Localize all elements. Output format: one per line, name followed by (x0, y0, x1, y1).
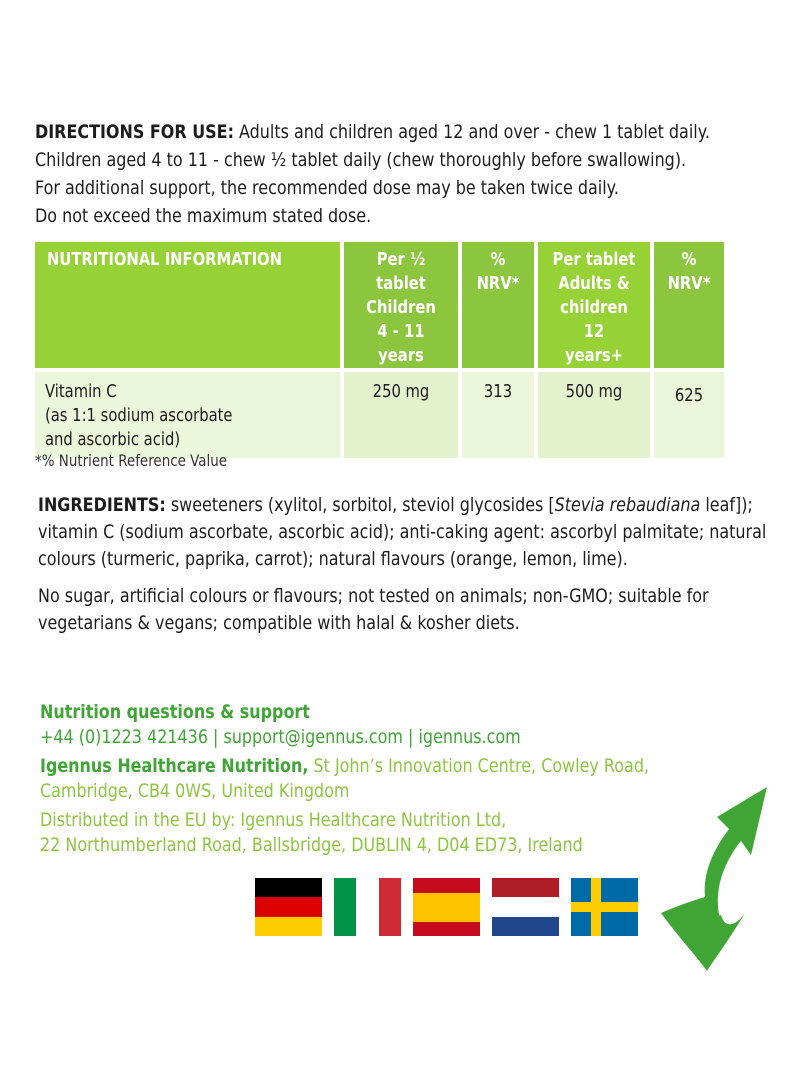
ingredients-text-italic: Stevia rebaudiana (554, 494, 701, 516)
dietary-claims: No sugar, artificial colours or flavours; not tested on animals; non-GMO; suitable for vegetarians & vegans; compatible with halal & kosher diets. (38, 585, 709, 634)
spain-flag (413, 878, 480, 936)
directions-for-use (35, 118, 795, 230)
vitamin-c-child-nrv: 313 (462, 372, 534, 458)
ingredients-text-b: leaf]); vitamin C (sodium ascorbate, ascorbic acid); anti-caking agent: ascorbyl palmitate; natural colours (turmeric, paprika, carrot); natural flavours (orange, lemon, lime). (38, 494, 767, 570)
company-address (40, 754, 796, 779)
nrv-footnote: *% Nutrient Reference Value (35, 451, 228, 470)
header-nrv-children: % NRV* (462, 242, 534, 368)
header-nrv-adults: % NRV* (654, 242, 724, 368)
table-header-row (35, 242, 724, 368)
netherlands-flag (492, 878, 559, 936)
address-line-b: Cambridge, CB4 0WS, United Kingdom (40, 780, 350, 802)
ingredients-section (38, 492, 777, 647)
ingredients-paragraph (38, 492, 777, 573)
header-per-tablet: Per tablet Adults & children 12 years+ (538, 242, 650, 368)
address-line-a: St John’s Innovation Centre, Cowley Road, (308, 755, 650, 777)
vitamin-c-name: Vitamin C (as 1:1 sodium ascorbate and ascorbic acid) (35, 372, 340, 458)
sweden-flag (571, 878, 638, 936)
italy-flag (334, 878, 401, 936)
green-arrow-icon (655, 785, 775, 975)
support-contact-line: +44 (0)1223 421436 | support@igennus.com | igennus.com (40, 726, 521, 748)
support-heading: Nutrition questions & support (40, 701, 310, 723)
germany-flag (255, 878, 322, 936)
country-flags (255, 878, 638, 936)
table-row (35, 372, 724, 458)
header-nutritional-information: NUTRITIONAL INFORMATION (35, 242, 340, 368)
nutrition-table (35, 242, 724, 458)
vitamin-c-child-amount: 250 mg (344, 372, 458, 458)
directions-label: DIRECTIONS FOR USE: (35, 121, 234, 143)
directions-line-2: Children aged 4 to 11 - chew ½ tablet daily (chew thoroughly before swallowing). (35, 149, 687, 171)
ingredients-text-a: sweeteners (xylitol, sorbitol, steviol glycosides [ (165, 494, 555, 516)
directions-line-4: Do not exceed the maximum stated dose. (35, 205, 372, 227)
directions-line-1: Adults and children aged 12 and over - chew 1 tablet daily. (233, 121, 710, 143)
eu-distributor-line-1: Distributed in the EU by: Igennus Healthcare Nutrition Ltd, (40, 809, 507, 831)
vitamin-c-adult-nrv: 625 (654, 372, 724, 458)
company-name: Igennus Healthcare Nutrition, (40, 755, 309, 777)
ingredients-label: INGREDIENTS: (38, 494, 166, 516)
eu-distributor-line-2: 22 Northumberland Road, Ballsbridge, DUBLIN 4, D04 ED73, Ireland (40, 834, 583, 856)
directions-line-3: For additional support, the recommended dose may be taken twice daily. (35, 177, 619, 199)
header-per-half-tablet: Per ½ tablet Children 4 - 11 years (344, 242, 458, 368)
vitamin-c-adult-amount: 500 mg (538, 372, 650, 458)
